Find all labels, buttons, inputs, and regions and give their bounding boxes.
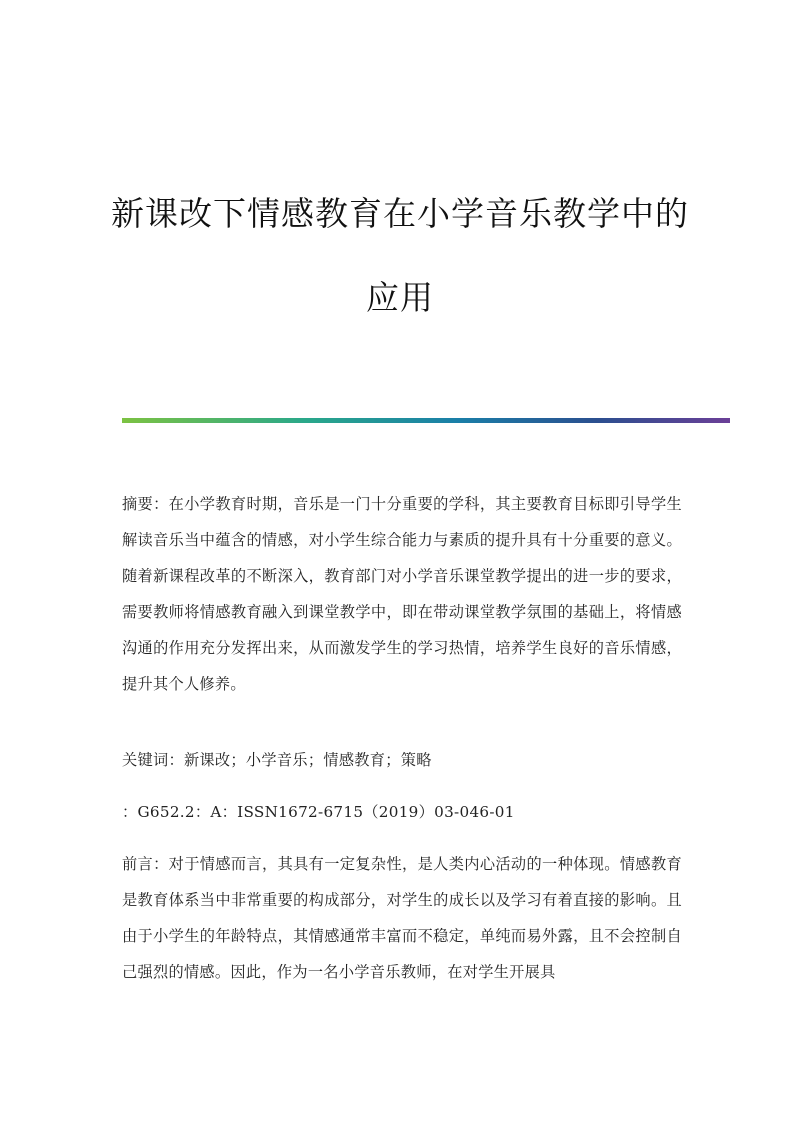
classification-line: ：G652.2：A：ISSN1672-6715（2019）03-046-01 [122,803,515,821]
abstract-paragraph: 摘要：在小学教育时期，音乐是一门十分重要的学科，其主要教育目标即引导学生解读音乐当中蕴含的情感，对小学生综合能力与素质的提升具有十分重要的意义。随着新课程改革的不断深入，教育部门对小学音乐课堂教学提出的进一步的要求，需要教师将情感教育融入到课堂教学中，即在带动课堂教学氛围的基础上，将情感沟通的作用充分发挥出来，从而激发学生的学习热情，培养学生良好的音乐情感，提升其个人修养。 [122,495,682,693]
title-divider [122,418,730,423]
document-title-line-2: 应用 [366,278,434,317]
keywords-line: 关键词：新课改；小学音乐；情感教育；策略 [122,751,432,769]
document-title-line-1: 新课改下情感教育在小学音乐教学中的 [111,194,689,233]
preface-paragraph: 前言：对于情感而言，其具有一定复杂性，是人类内心活动的一种体现。情感教育是教育体系当中非常重要的构成部分，对学生的成长以及学习有着直接的影响。且由于小学生的年龄特点，其情感通常丰富而不稳定，单纯而易外露，且不会控制自己强烈的情感。因此，作为一名小学音乐教师，在对学生开展具 [122,855,682,981]
